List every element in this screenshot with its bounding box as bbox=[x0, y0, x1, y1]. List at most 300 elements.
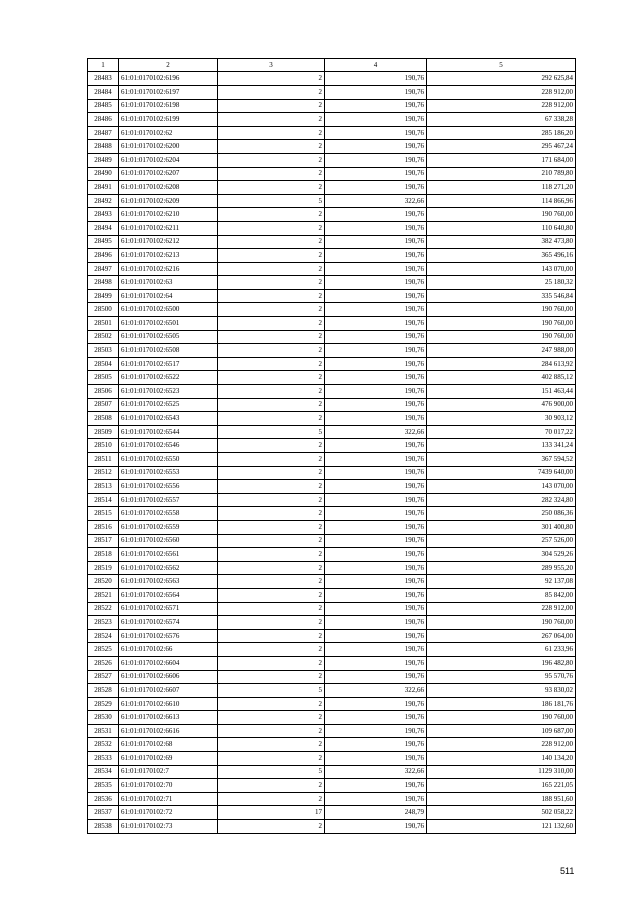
specific-value-cell: 190,76 bbox=[325, 493, 427, 507]
table-row bbox=[88, 153, 576, 167]
group-code-cell: 2 bbox=[218, 153, 325, 167]
cadastral-number-cell: 61:01:0170102:6607 bbox=[119, 684, 218, 698]
specific-value-cell: 190,76 bbox=[325, 439, 427, 453]
cadastral-number-cell: 61:01:0170102:6210 bbox=[119, 208, 218, 222]
cadastral-value-cell: 1129 310,00 bbox=[427, 765, 576, 779]
specific-value-cell: 190,76 bbox=[325, 643, 427, 657]
group-code-cell: 2 bbox=[218, 752, 325, 766]
table-row bbox=[88, 806, 576, 820]
cadastral-number-cell: 61:01:0170102:70 bbox=[119, 779, 218, 793]
table-row bbox=[88, 616, 576, 630]
cadastral-number-cell: 61:01:0170102:6216 bbox=[119, 262, 218, 276]
group-code-cell: 2 bbox=[218, 357, 325, 371]
cadastral-number-cell: 61:01:0170102:66 bbox=[119, 643, 218, 657]
cadastral-number-cell: 61:01:0170102:6199 bbox=[119, 113, 218, 127]
table-row bbox=[88, 779, 576, 793]
group-code-cell: 2 bbox=[218, 344, 325, 358]
row-number-cell: 28487 bbox=[88, 126, 119, 140]
group-code-cell: 2 bbox=[218, 126, 325, 140]
group-code-cell: 2 bbox=[218, 303, 325, 317]
cadastral-number-cell: 61:01:0170102:6207 bbox=[119, 167, 218, 181]
row-number-cell: 28493 bbox=[88, 208, 119, 222]
table-row bbox=[88, 262, 576, 276]
cadastral-value-cell: 186 181,76 bbox=[427, 697, 576, 711]
row-number-cell: 28529 bbox=[88, 697, 119, 711]
cadastral-number-cell: 61:01:0170102:71 bbox=[119, 792, 218, 806]
specific-value-cell: 190,76 bbox=[325, 289, 427, 303]
specific-value-cell: 190,76 bbox=[325, 126, 427, 140]
group-code-cell: 2 bbox=[218, 711, 325, 725]
cadastral-value-cell: 67 338,28 bbox=[427, 113, 576, 127]
row-number-cell: 28501 bbox=[88, 317, 119, 331]
specific-value-cell: 190,76 bbox=[325, 330, 427, 344]
specific-value-cell: 190,76 bbox=[325, 208, 427, 222]
cadastral-value-cell: 476 900,00 bbox=[427, 398, 576, 412]
cadastral-value-cell: 110 640,80 bbox=[427, 221, 576, 235]
cadastral-number-cell: 61:01:0170102:6204 bbox=[119, 153, 218, 167]
group-code-cell: 2 bbox=[218, 140, 325, 154]
specific-value-cell: 190,76 bbox=[325, 344, 427, 358]
cadastral-value-cell: 285 186,20 bbox=[427, 126, 576, 140]
cadastral-number-cell: 61:01:0170102:63 bbox=[119, 276, 218, 290]
group-code-cell: 2 bbox=[218, 738, 325, 752]
cadastral-number-cell: 61:01:0170102:6525 bbox=[119, 398, 218, 412]
cadastral-value-cell: 257 526,00 bbox=[427, 534, 576, 548]
row-number-cell: 28536 bbox=[88, 792, 119, 806]
specific-value-cell: 190,76 bbox=[325, 221, 427, 235]
row-number-cell: 28514 bbox=[88, 493, 119, 507]
specific-value-cell: 190,76 bbox=[325, 616, 427, 630]
table-row bbox=[88, 575, 576, 589]
group-code-cell: 2 bbox=[218, 330, 325, 344]
cadastral-number-cell: 61:01:0170102:6558 bbox=[119, 507, 218, 521]
row-number-cell: 28526 bbox=[88, 656, 119, 670]
cadastral-value-cell: 93 830,02 bbox=[427, 684, 576, 698]
specific-value-cell: 190,76 bbox=[325, 820, 427, 834]
table-row bbox=[88, 466, 576, 480]
table-row bbox=[88, 385, 576, 399]
table-row bbox=[88, 684, 576, 698]
specific-value-cell: 190,76 bbox=[325, 181, 427, 195]
specific-value-cell: 190,76 bbox=[325, 371, 427, 385]
cadastral-number-cell: 61:01:0170102:6616 bbox=[119, 724, 218, 738]
cadastral-value-cell: 210 789,80 bbox=[427, 167, 576, 181]
group-code-cell: 2 bbox=[218, 453, 325, 467]
table-row bbox=[88, 738, 576, 752]
group-code-cell: 2 bbox=[218, 588, 325, 602]
cadastral-value-cell: 228 912,00 bbox=[427, 99, 576, 113]
cadastral-number-cell: 61:01:0170102:6550 bbox=[119, 453, 218, 467]
table-row bbox=[88, 724, 576, 738]
cadastral-number-cell: 61:01:0170102:6211 bbox=[119, 221, 218, 235]
table-row bbox=[88, 629, 576, 643]
cadastral-value-cell: 502 058,22 bbox=[427, 806, 576, 820]
cadastral-number-cell: 61:01:0170102:6543 bbox=[119, 412, 218, 426]
row-number-cell: 28533 bbox=[88, 752, 119, 766]
row-number-cell: 28534 bbox=[88, 765, 119, 779]
row-number-cell: 28484 bbox=[88, 85, 119, 99]
group-code-cell: 2 bbox=[218, 820, 325, 834]
row-number-cell: 28527 bbox=[88, 670, 119, 684]
cadastral-number-cell: 61:01:0170102:6559 bbox=[119, 520, 218, 534]
specific-value-cell: 190,76 bbox=[325, 792, 427, 806]
group-code-cell: 2 bbox=[218, 616, 325, 630]
row-number-cell: 28490 bbox=[88, 167, 119, 181]
specific-value-cell: 190,76 bbox=[325, 752, 427, 766]
table-row bbox=[88, 656, 576, 670]
cadastral-number-cell: 61:01:0170102:6517 bbox=[119, 357, 218, 371]
group-code-cell: 2 bbox=[218, 792, 325, 806]
row-number-cell: 28486 bbox=[88, 113, 119, 127]
specific-value-cell: 190,76 bbox=[325, 317, 427, 331]
cadastral-number-cell: 61:01:0170102:6500 bbox=[119, 303, 218, 317]
specific-value-cell: 190,76 bbox=[325, 385, 427, 399]
specific-value-cell: 190,76 bbox=[325, 140, 427, 154]
group-code-cell: 2 bbox=[218, 779, 325, 793]
specific-value-cell: 190,76 bbox=[325, 303, 427, 317]
cadastral-value-cell: 190 760,00 bbox=[427, 330, 576, 344]
cadastral-value-cell: 402 885,12 bbox=[427, 371, 576, 385]
table-row bbox=[88, 330, 576, 344]
row-number-cell: 28494 bbox=[88, 221, 119, 235]
page-number: 511 bbox=[560, 866, 575, 876]
group-code-cell: 2 bbox=[218, 167, 325, 181]
cadastral-value-cell: 250 086,36 bbox=[427, 507, 576, 521]
table-row bbox=[88, 303, 576, 317]
cadastral-number-cell: 61:01:0170102:6606 bbox=[119, 670, 218, 684]
cadastral-value-cell: 30 903,12 bbox=[427, 412, 576, 426]
cadastral-value-cell: 365 496,16 bbox=[427, 249, 576, 263]
table-row bbox=[88, 453, 576, 467]
cadastral-value-cell: 85 842,00 bbox=[427, 588, 576, 602]
cadastral-number-cell: 61:01:0170102:6560 bbox=[119, 534, 218, 548]
table-row bbox=[88, 480, 576, 494]
row-number-cell: 28531 bbox=[88, 724, 119, 738]
cadastral-number-cell: 61:01:0170102:6613 bbox=[119, 711, 218, 725]
cadastral-value-cell: 165 221,05 bbox=[427, 779, 576, 793]
specific-value-cell: 190,76 bbox=[325, 398, 427, 412]
cadastral-value-cell: 171 684,00 bbox=[427, 153, 576, 167]
cadastral-number-cell: 61:01:0170102:6556 bbox=[119, 480, 218, 494]
row-number-cell: 28519 bbox=[88, 561, 119, 575]
cadastral-value-cell: 143 070,00 bbox=[427, 480, 576, 494]
specific-value-cell: 190,76 bbox=[325, 738, 427, 752]
cadastral-value-cell: 114 866,96 bbox=[427, 194, 576, 208]
specific-value-cell: 190,76 bbox=[325, 629, 427, 643]
specific-value-cell: 190,76 bbox=[325, 575, 427, 589]
table-row bbox=[88, 534, 576, 548]
column-header-2: 2 bbox=[119, 59, 218, 72]
cadastral-number-cell: 61:01:0170102:6197 bbox=[119, 85, 218, 99]
row-number-cell: 28509 bbox=[88, 425, 119, 439]
group-code-cell: 2 bbox=[218, 520, 325, 534]
cadastral-value-cell: 304 529,26 bbox=[427, 548, 576, 562]
cadastral-number-cell: 61:01:0170102:72 bbox=[119, 806, 218, 820]
cadastral-value-cell: 190 760,00 bbox=[427, 711, 576, 725]
cadastral-number-cell: 61:01:0170102:6576 bbox=[119, 629, 218, 643]
cadastral-number-cell: 61:01:0170102:6523 bbox=[119, 385, 218, 399]
row-number-cell: 28521 bbox=[88, 588, 119, 602]
specific-value-cell: 190,76 bbox=[325, 520, 427, 534]
cadastral-value-cell: 109 687,00 bbox=[427, 724, 576, 738]
row-number-cell: 28511 bbox=[88, 453, 119, 467]
cadastral-number-cell: 61:01:0170102:6200 bbox=[119, 140, 218, 154]
specific-value-cell: 190,76 bbox=[325, 85, 427, 99]
cadastral-value-cell: 267 064,00 bbox=[427, 629, 576, 643]
cadastral-value-cell: 301 400,80 bbox=[427, 520, 576, 534]
cadastral-number-cell: 61:01:0170102:64 bbox=[119, 289, 218, 303]
table-row bbox=[88, 371, 576, 385]
cadastral-number-cell: 61:01:0170102:6546 bbox=[119, 439, 218, 453]
row-number-cell: 28504 bbox=[88, 357, 119, 371]
header-row bbox=[88, 59, 576, 72]
row-number-cell: 28489 bbox=[88, 153, 119, 167]
row-number-cell: 28500 bbox=[88, 303, 119, 317]
table-row bbox=[88, 249, 576, 263]
specific-value-cell: 190,76 bbox=[325, 412, 427, 426]
specific-value-cell: 190,76 bbox=[325, 507, 427, 521]
cadastral-value-cell: 367 594,52 bbox=[427, 453, 576, 467]
row-number-cell: 28497 bbox=[88, 262, 119, 276]
row-number-cell: 28522 bbox=[88, 602, 119, 616]
cadastral-number-cell: 61:01:0170102:6508 bbox=[119, 344, 218, 358]
row-number-cell: 28503 bbox=[88, 344, 119, 358]
cadastral-number-cell: 61:01:0170102:6196 bbox=[119, 72, 218, 86]
row-number-cell: 28508 bbox=[88, 412, 119, 426]
cadastral-number-cell: 61:01:0170102:6501 bbox=[119, 317, 218, 331]
row-number-cell: 28506 bbox=[88, 385, 119, 399]
specific-value-cell: 322,66 bbox=[325, 765, 427, 779]
cadastral-number-cell: 61:01:0170102:6562 bbox=[119, 561, 218, 575]
table-row bbox=[88, 85, 576, 99]
cadastral-value-cell: 7439 640,00 bbox=[427, 466, 576, 480]
group-code-cell: 2 bbox=[218, 221, 325, 235]
table-row bbox=[88, 167, 576, 181]
group-code-cell: 2 bbox=[218, 249, 325, 263]
group-code-cell: 2 bbox=[218, 697, 325, 711]
specific-value-cell: 190,76 bbox=[325, 670, 427, 684]
row-number-cell: 28518 bbox=[88, 548, 119, 562]
table-row bbox=[88, 99, 576, 113]
specific-value-cell: 190,76 bbox=[325, 357, 427, 371]
specific-value-cell: 190,76 bbox=[325, 262, 427, 276]
cadastral-value-cell: 284 613,92 bbox=[427, 357, 576, 371]
table-row bbox=[88, 208, 576, 222]
row-number-cell: 28502 bbox=[88, 330, 119, 344]
cadastral-number-cell: 61:01:0170102:7 bbox=[119, 765, 218, 779]
group-code-cell: 2 bbox=[218, 534, 325, 548]
cadastral-value-cell: 61 233,96 bbox=[427, 643, 576, 657]
cadastral-value-cell: 25 180,32 bbox=[427, 276, 576, 290]
table-row bbox=[88, 344, 576, 358]
cadastral-number-cell: 61:01:0170102:69 bbox=[119, 752, 218, 766]
table-row bbox=[88, 792, 576, 806]
group-code-cell: 2 bbox=[218, 398, 325, 412]
table-row bbox=[88, 289, 576, 303]
row-number-cell: 28491 bbox=[88, 181, 119, 195]
cadastral-number-cell: 61:01:0170102:6564 bbox=[119, 588, 218, 602]
group-code-cell: 2 bbox=[218, 670, 325, 684]
table-row bbox=[88, 126, 576, 140]
specific-value-cell: 190,76 bbox=[325, 72, 427, 86]
specific-value-cell: 190,76 bbox=[325, 167, 427, 181]
cadastral-number-cell: 61:01:0170102:73 bbox=[119, 820, 218, 834]
table-row bbox=[88, 602, 576, 616]
cadastral-value-cell: 190 760,00 bbox=[427, 208, 576, 222]
table-row bbox=[88, 425, 576, 439]
cadastral-value-cell: 70 017,22 bbox=[427, 425, 576, 439]
table-row bbox=[88, 561, 576, 575]
group-code-cell: 2 bbox=[218, 656, 325, 670]
group-code-cell: 2 bbox=[218, 317, 325, 331]
table-row bbox=[88, 412, 576, 426]
table-row bbox=[88, 752, 576, 766]
group-code-cell: 2 bbox=[218, 412, 325, 426]
group-code-cell: 5 bbox=[218, 765, 325, 779]
group-code-cell: 2 bbox=[218, 262, 325, 276]
cadastral-value-cell: 335 546,84 bbox=[427, 289, 576, 303]
cadastral-value-cell: 143 070,00 bbox=[427, 262, 576, 276]
specific-value-cell: 190,76 bbox=[325, 99, 427, 113]
table-row bbox=[88, 140, 576, 154]
row-number-cell: 28523 bbox=[88, 616, 119, 630]
cadastral-value-cell: 121 132,60 bbox=[427, 820, 576, 834]
group-code-cell: 2 bbox=[218, 289, 325, 303]
column-header-3: 3 bbox=[218, 59, 325, 72]
table-row bbox=[88, 181, 576, 195]
cadastral-value-cell: 190 760,00 bbox=[427, 317, 576, 331]
table-row bbox=[88, 317, 576, 331]
cadastral-value-cell: 190 760,00 bbox=[427, 303, 576, 317]
cadastral-value-cell: 118 271,20 bbox=[427, 181, 576, 195]
row-number-cell: 28535 bbox=[88, 779, 119, 793]
cadastral-value-cell: 382 473,80 bbox=[427, 235, 576, 249]
row-number-cell: 28538 bbox=[88, 820, 119, 834]
row-number-cell: 28525 bbox=[88, 643, 119, 657]
row-number-cell: 28499 bbox=[88, 289, 119, 303]
cadastral-number-cell: 61:01:0170102:6553 bbox=[119, 466, 218, 480]
cadastral-value-cell: 228 912,00 bbox=[427, 738, 576, 752]
row-number-cell: 28537 bbox=[88, 806, 119, 820]
group-code-cell: 2 bbox=[218, 72, 325, 86]
row-number-cell: 28516 bbox=[88, 520, 119, 534]
row-number-cell: 28505 bbox=[88, 371, 119, 385]
group-code-cell: 2 bbox=[218, 548, 325, 562]
cadastral-value-cell: 289 955,20 bbox=[427, 561, 576, 575]
specific-value-cell: 190,76 bbox=[325, 724, 427, 738]
cadastral-number-cell: 61:01:0170102:68 bbox=[119, 738, 218, 752]
group-code-cell: 2 bbox=[218, 629, 325, 643]
group-code-cell: 2 bbox=[218, 466, 325, 480]
group-code-cell: 2 bbox=[218, 113, 325, 127]
cadastral-number-cell: 61:01:0170102:6208 bbox=[119, 181, 218, 195]
table-row bbox=[88, 520, 576, 534]
group-code-cell: 2 bbox=[218, 724, 325, 738]
specific-value-cell: 190,76 bbox=[325, 588, 427, 602]
column-header-4: 4 bbox=[325, 59, 427, 72]
table-row bbox=[88, 357, 576, 371]
cadastral-number-cell: 61:01:0170102:6522 bbox=[119, 371, 218, 385]
row-number-cell: 28507 bbox=[88, 398, 119, 412]
table-header bbox=[88, 59, 576, 72]
specific-value-cell: 190,76 bbox=[325, 466, 427, 480]
row-number-cell: 28530 bbox=[88, 711, 119, 725]
table-row bbox=[88, 493, 576, 507]
group-code-cell: 2 bbox=[218, 602, 325, 616]
group-code-cell: 2 bbox=[218, 561, 325, 575]
group-code-cell: 2 bbox=[218, 276, 325, 290]
specific-value-cell: 190,76 bbox=[325, 561, 427, 575]
cadastral-number-cell: 61:01:0170102:6557 bbox=[119, 493, 218, 507]
cadastral-value-cell: 247 988,00 bbox=[427, 344, 576, 358]
group-code-cell: 2 bbox=[218, 480, 325, 494]
row-number-cell: 28498 bbox=[88, 276, 119, 290]
specific-value-cell: 190,76 bbox=[325, 480, 427, 494]
specific-value-cell: 190,76 bbox=[325, 711, 427, 725]
table-row bbox=[88, 235, 576, 249]
cadastral-number-cell: 61:01:0170102:62 bbox=[119, 126, 218, 140]
cadastral-value-table bbox=[87, 58, 576, 834]
row-number-cell: 28510 bbox=[88, 439, 119, 453]
group-code-cell: 2 bbox=[218, 371, 325, 385]
specific-value-cell: 190,76 bbox=[325, 534, 427, 548]
cadastral-number-cell: 61:01:0170102:6209 bbox=[119, 194, 218, 208]
cadastral-number-cell: 61:01:0170102:6544 bbox=[119, 425, 218, 439]
group-code-cell: 2 bbox=[218, 208, 325, 222]
table-row bbox=[88, 221, 576, 235]
specific-value-cell: 322,66 bbox=[325, 194, 427, 208]
table-row bbox=[88, 697, 576, 711]
cadastral-number-cell: 61:01:0170102:6212 bbox=[119, 235, 218, 249]
row-number-cell: 28524 bbox=[88, 629, 119, 643]
cadastral-value-cell: 295 467,24 bbox=[427, 140, 576, 154]
table-row bbox=[88, 276, 576, 290]
specific-value-cell: 248,79 bbox=[325, 806, 427, 820]
table-row bbox=[88, 113, 576, 127]
cadastral-number-cell: 61:01:0170102:6574 bbox=[119, 616, 218, 630]
group-code-cell: 5 bbox=[218, 425, 325, 439]
group-code-cell: 2 bbox=[218, 439, 325, 453]
cadastral-number-cell: 61:01:0170102:6213 bbox=[119, 249, 218, 263]
table-row bbox=[88, 72, 576, 86]
specific-value-cell: 190,76 bbox=[325, 656, 427, 670]
table-row bbox=[88, 765, 576, 779]
cadastral-value-cell: 292 625,84 bbox=[427, 72, 576, 86]
specific-value-cell: 190,76 bbox=[325, 276, 427, 290]
row-number-cell: 28492 bbox=[88, 194, 119, 208]
row-number-cell: 28483 bbox=[88, 72, 119, 86]
row-number-cell: 28532 bbox=[88, 738, 119, 752]
row-number-cell: 28517 bbox=[88, 534, 119, 548]
group-code-cell: 2 bbox=[218, 643, 325, 657]
table-row bbox=[88, 643, 576, 657]
group-code-cell: 2 bbox=[218, 507, 325, 521]
cadastral-number-cell: 61:01:0170102:6505 bbox=[119, 330, 218, 344]
group-code-cell: 2 bbox=[218, 85, 325, 99]
row-number-cell: 28513 bbox=[88, 480, 119, 494]
table-row bbox=[88, 548, 576, 562]
table-row bbox=[88, 507, 576, 521]
specific-value-cell: 190,76 bbox=[325, 235, 427, 249]
group-code-cell: 2 bbox=[218, 385, 325, 399]
table-row bbox=[88, 194, 576, 208]
table-row bbox=[88, 670, 576, 684]
specific-value-cell: 190,76 bbox=[325, 779, 427, 793]
cadastral-value-cell: 140 134,20 bbox=[427, 752, 576, 766]
specific-value-cell: 190,76 bbox=[325, 153, 427, 167]
row-number-cell: 28496 bbox=[88, 249, 119, 263]
cadastral-value-cell: 228 912,00 bbox=[427, 85, 576, 99]
